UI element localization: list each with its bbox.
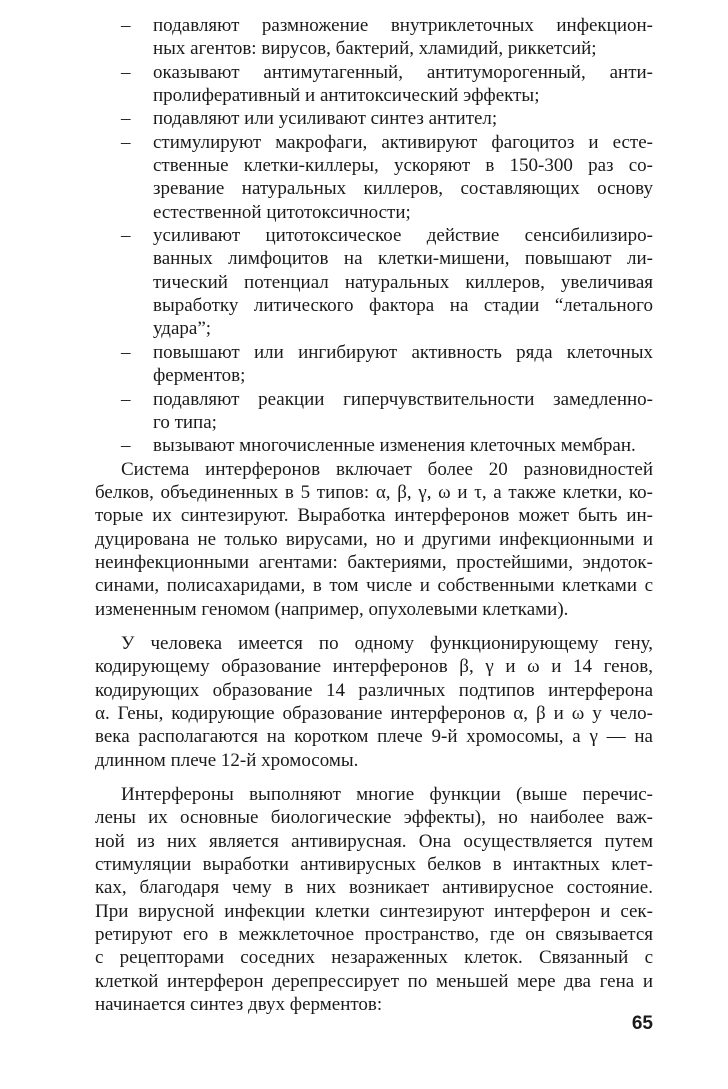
- text-line: [95, 970, 653, 993]
- bullet-dash: –: [121, 435, 131, 457]
- text-line: [95, 551, 653, 574]
- line-text: ственные клетки-киллеры, ускоряют в 150-300 раз со-: [153, 155, 653, 177]
- text-line: [95, 154, 653, 177]
- line-text: подавляют реакции гиперчувствительности замедленно-: [153, 388, 653, 410]
- line-text: усиливают цитотоксическое действие сенсибилизиро-: [153, 225, 653, 247]
- text-line: [95, 84, 653, 107]
- line-text: века располагаются на коротком плече 9-й хромосомы, а γ — на: [95, 726, 653, 748]
- line-text: ванных лимфоцитов на клетки-мишени, повышают ли-: [153, 248, 653, 270]
- bullet-item: [95, 434, 653, 457]
- text-line: [95, 993, 653, 1016]
- line-text: неинфекционными агентами: бактериями, простейшими, эндоток-: [95, 551, 653, 573]
- bullet-item: [95, 107, 653, 130]
- text-line: [95, 725, 653, 748]
- bullet-item: [95, 61, 653, 108]
- line-text: пролиферативный и антитоксический эффекты;: [153, 85, 540, 107]
- line-text: подавляют или усиливают синтез антител;: [153, 108, 498, 130]
- text-line: [95, 806, 653, 829]
- line-text: стимулируют макрофаги, активируют фагоцитоз и есте-: [153, 131, 653, 153]
- text-line: [95, 317, 653, 340]
- text-line: [95, 876, 653, 899]
- line-text: зревание натуральных киллеров, составляющих основу: [153, 178, 653, 200]
- bullet-dash: –: [121, 388, 131, 410]
- text-line: [95, 702, 653, 725]
- bullet-item: [95, 224, 653, 341]
- line-text: повышают или ингибируют активность ряда клеточных: [153, 341, 653, 363]
- text-line: [95, 61, 653, 84]
- text-line: [95, 388, 653, 411]
- line-text: измененным геномом (например, опухолевыми клетками).: [95, 598, 569, 620]
- text-line: [95, 177, 653, 200]
- text-line: [95, 853, 653, 876]
- line-text: естественной цитотоксичности;: [153, 201, 411, 223]
- paragraph: [95, 772, 653, 1016]
- paragraph: [95, 621, 653, 772]
- bullet-dash: –: [121, 225, 131, 247]
- text-line: [95, 679, 653, 702]
- line-text: удара”;: [153, 318, 212, 340]
- line-text: Интерфероны выполняют многие функции (выше перечис-: [121, 784, 653, 805]
- text-line: [95, 632, 653, 655]
- line-text: синами, полисахаридами, в том числе и собственными клетками с: [95, 575, 653, 597]
- bullet-dash: –: [121, 61, 131, 83]
- text-line: [95, 830, 653, 853]
- text-line: [95, 946, 653, 969]
- bullet-dash: –: [121, 131, 131, 153]
- text-line: [95, 411, 653, 434]
- line-text: ках, благодаря чему в них возникает антивирусное состояние.: [95, 877, 653, 899]
- text-line: [95, 14, 653, 37]
- line-text: длинном плече 12-й хромосомы.: [95, 749, 359, 771]
- text-line: [95, 783, 653, 806]
- line-text: ретируют его в межклеточное пространство, где он связывается: [95, 924, 653, 946]
- line-text: подавляют размножение внутриклеточных инфекцион-: [153, 15, 653, 36]
- paragraph: [95, 458, 653, 621]
- text-line: [95, 458, 653, 481]
- line-text: с рецепторами соседних незараженных клеток. Связанный с: [95, 947, 653, 969]
- text-line: [95, 749, 653, 772]
- line-text: белков, объединенных в 5 типов: α, β, γ, ω и τ, а также клетки, ко-: [95, 481, 653, 503]
- text-line: [95, 294, 653, 317]
- bullet-item: [95, 388, 653, 435]
- line-text: Система интерферонов включает более 20 разновидностей: [121, 458, 653, 480]
- line-text: торые их синтезируют. Выработка интерферонов может быть ин-: [95, 505, 653, 527]
- text-line: [95, 481, 653, 504]
- line-text: тический потенциал натуральных киллеров, увеличивая: [153, 271, 653, 293]
- main-text: [95, 14, 653, 1016]
- line-text: При вирусной инфекции клетки синтезируют интерферон и сек-: [95, 900, 653, 922]
- bullet-dash: –: [121, 108, 131, 130]
- bullet-dash: –: [121, 15, 131, 36]
- text-line: [95, 364, 653, 387]
- text-line: [95, 923, 653, 946]
- text-line: [95, 201, 653, 224]
- text-line: [95, 107, 653, 130]
- text-line: [95, 131, 653, 154]
- line-text: α. Гены, кодирующие образование интерферонов α, β и ω у чело-: [95, 702, 653, 724]
- line-text: выработку литического фактора на стадии “летального: [153, 295, 653, 317]
- line-text: клеткой интерферон дерепрессирует по меньшей мере два гена и: [95, 970, 653, 992]
- bullet-dash: –: [121, 341, 131, 363]
- line-text: кодирующему образование интерферонов β, γ и ω и 14 генов,: [95, 656, 653, 678]
- text-line: [95, 224, 653, 247]
- page-number: 65: [631, 1013, 653, 1034]
- line-text: ных агентов: вирусов, бактерий, хламидий, риккетсий;: [153, 38, 597, 60]
- text-line: [95, 598, 653, 621]
- line-text: лены их основные биологические эффекты), но наиболее важ-: [95, 807, 653, 829]
- line-text: ной из них является антивирусная. Она осуществляется путем: [95, 830, 653, 852]
- text-line: [95, 271, 653, 294]
- line-text: го типа;: [153, 411, 217, 433]
- text-line: [95, 341, 653, 364]
- line-text: стимуляции выработки антивирусных белков в интактных клет-: [95, 854, 653, 876]
- bullet-item: [95, 341, 653, 388]
- text-line: [95, 434, 653, 457]
- text-line: [95, 37, 653, 60]
- line-text: дуцирована не только вирусами, но и другими инфекционными и: [95, 528, 653, 550]
- text-line: [95, 655, 653, 678]
- text-line: [95, 247, 653, 270]
- line-text: кодирующих образование 14 различных подтипов интерферона: [95, 679, 653, 701]
- line-text: вызывают многочисленные изменения клеточных мембран.: [153, 435, 636, 457]
- text-line: [95, 574, 653, 597]
- text-line: [95, 900, 653, 923]
- text-line: [95, 528, 653, 551]
- bullet-item: [95, 14, 653, 61]
- line-text: начинается синтез двух ферментов:: [95, 994, 383, 1016]
- text-line: [95, 504, 653, 527]
- line-text: оказывают антимутагенный, антитуморогенный, анти-: [153, 61, 653, 83]
- line-text: ферментов;: [153, 365, 246, 387]
- bullet-item: [95, 131, 653, 224]
- line-text: У человека имеется по одному функционирующему гену,: [121, 632, 653, 654]
